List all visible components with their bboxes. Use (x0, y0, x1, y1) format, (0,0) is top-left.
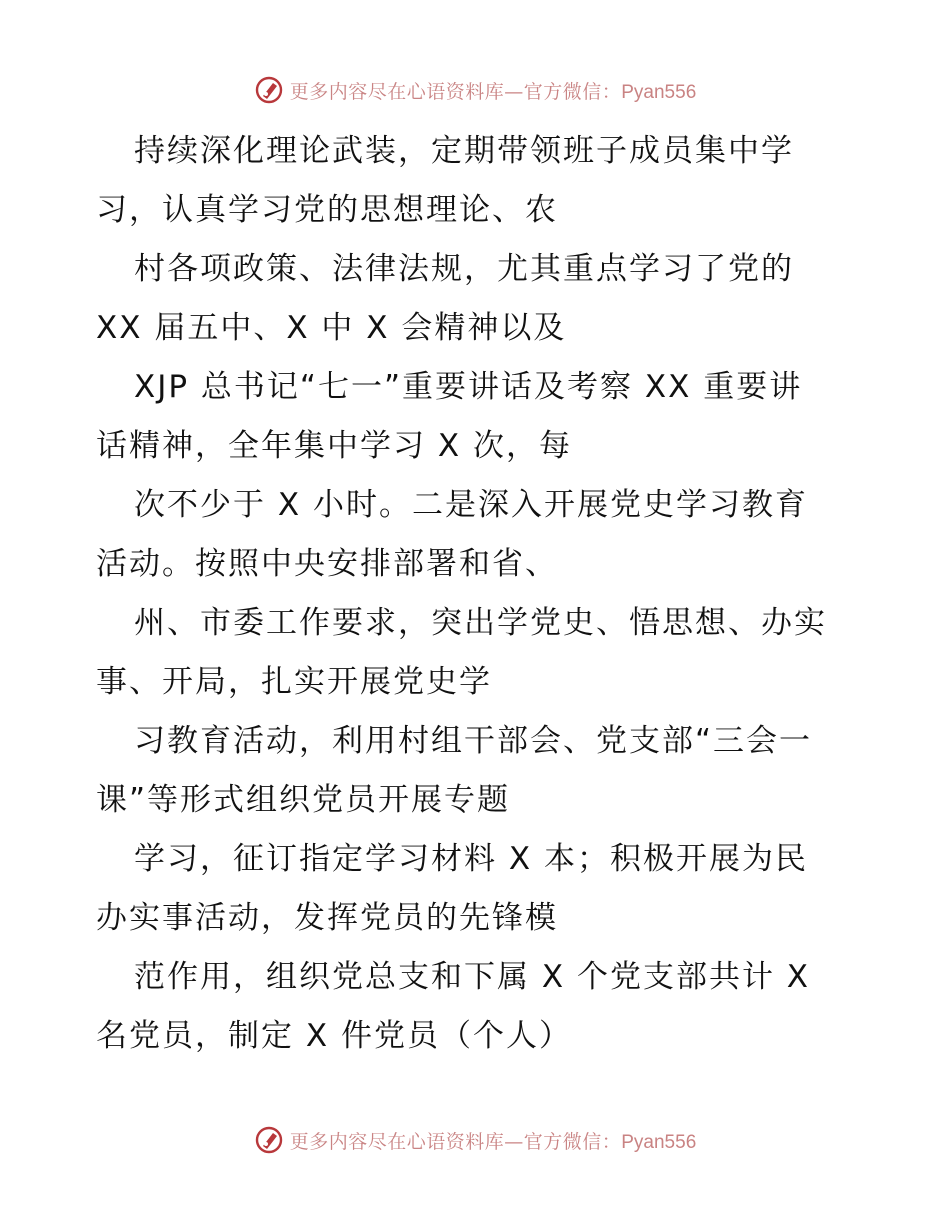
text-line: 持续深化理论武装，定期带领班子成员集中学 (134, 133, 794, 169)
text-line: 习教育活动，利用村组干部会、党支部“三会一 (134, 723, 813, 759)
footer-banner-wechat-id: Pyan556 (621, 1131, 697, 1153)
text-line: 学习，征订指定学习材料 X 本；积极开展为民 (134, 841, 808, 877)
text-line: 课”等形式组织党员开展专题 (96, 782, 511, 818)
text-line: 范作用，组织党总支和下属 X 个党支部共计 X (134, 959, 811, 995)
pen-nib-logo-icon (254, 75, 284, 105)
pen-nib-logo-icon (254, 1125, 284, 1155)
text-line: 活动。按照中央安排部署和省、 (96, 546, 558, 582)
text-line: 话精神，全年集中学习 X 次，每 (96, 428, 572, 464)
header-banner-cn: 更多内容尽在心语资料库—官方微信： (289, 80, 622, 103)
text-line: 州、市委工作要求，突出学党史、悟思想、办实 (134, 605, 827, 641)
footer-banner-cn: 更多内容尽在心语资料库—官方微信： (289, 1130, 622, 1153)
text-line: 村各项政策、法律法规，尤其重点学习了党的 (134, 251, 794, 287)
text-line: 次不少于 X 小时。二是深入开展党史学习教育 (134, 487, 808, 523)
text-line: 办实事活动，发挥党员的先锋模 (96, 900, 558, 936)
document-body (96, 122, 866, 1066)
text-line: 事、开局，扎实开展党史学 (96, 664, 492, 700)
text-line: 习，认真学习党的思想理论、农 (96, 192, 558, 228)
header-banner-wechat-id: Pyan556 (621, 81, 697, 103)
text-line: 名党员，制定 X 件党员（个人） (96, 1018, 572, 1054)
footer-banner (0, 1120, 950, 1160)
text-line: XJP 总书记“七一”重要讲话及考察 XX 重要讲 (134, 369, 803, 405)
header-banner (0, 70, 950, 110)
footer-banner-text (290, 1127, 697, 1154)
header-banner-text (290, 77, 697, 104)
text-line: XX 届五中、X 中 X 会精神以及 (96, 310, 567, 346)
